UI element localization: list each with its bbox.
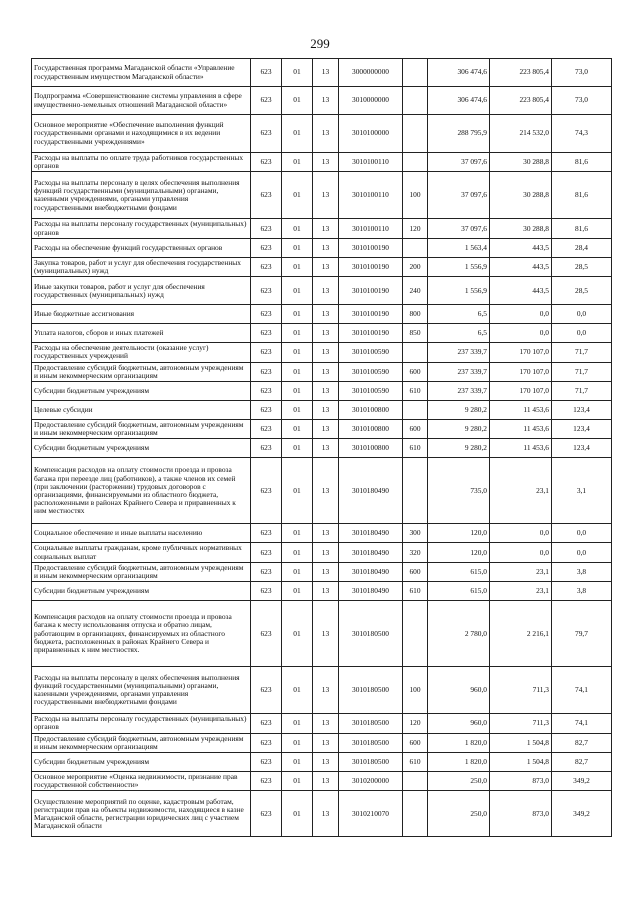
cell-name: Закупка товаров, работ и услуг для обеспечения государственных (муниципальных) нужд — [32, 257, 251, 276]
cell-expense-type: 320 — [403, 543, 428, 562]
cell-execution-percent: 0,0 — [552, 305, 612, 324]
cell-actual-amount: 214 532,0 — [490, 115, 552, 153]
cell-name: Расходы на выплаты персоналу в целях обеспечения выполнения функций государственными (муниципальными) органами, казенными учреждениями, органами управления государственными внебюджетными фондами — [32, 667, 251, 714]
cell-execution-percent: 3,8 — [552, 582, 612, 601]
cell-name: Расходы на выплаты персоналу государственных (муниципальных) органов — [32, 714, 251, 733]
cell-subsection: 13 — [313, 562, 339, 581]
cell-planned-amount: 615,0 — [428, 582, 490, 601]
cell-execution-percent: 349,2 — [552, 791, 612, 837]
cell-execution-percent: 73,0 — [552, 59, 612, 87]
cell-section: 01 — [282, 257, 313, 276]
cell-subsection: 13 — [313, 115, 339, 153]
cell-ved-code: 623 — [251, 382, 282, 401]
table-row — [32, 562, 612, 581]
cell-target-article: 3010180500 — [339, 714, 403, 733]
cell-name: Социальное обеспечение и иные выплаты населению — [32, 524, 251, 543]
cell-subsection: 13 — [313, 238, 339, 257]
table-row — [32, 115, 612, 153]
table-row — [32, 87, 612, 115]
cell-actual-amount: 1 504,8 — [490, 733, 552, 752]
cell-section: 01 — [282, 601, 313, 667]
cell-target-article: 3010100110 — [339, 153, 403, 172]
cell-ved-code: 623 — [251, 420, 282, 439]
table-row — [32, 420, 612, 439]
cell-target-article: 3010180490 — [339, 524, 403, 543]
cell-planned-amount: 9 280,2 — [428, 401, 490, 420]
cell-planned-amount: 288 795,9 — [428, 115, 490, 153]
cell-section: 01 — [282, 305, 313, 324]
cell-actual-amount: 11 453,6 — [490, 420, 552, 439]
cell-ved-code: 623 — [251, 401, 282, 420]
cell-execution-percent: 28,5 — [552, 277, 612, 305]
cell-target-article: 3010200000 — [339, 772, 403, 791]
cell-execution-percent: 74,1 — [552, 714, 612, 733]
cell-target-article: 3010100190 — [339, 305, 403, 324]
budget-table — [31, 58, 612, 837]
cell-target-article: 3010210070 — [339, 791, 403, 837]
cell-expense-type: 600 — [403, 733, 428, 752]
cell-expense-type — [403, 401, 428, 420]
cell-planned-amount: 1 556,9 — [428, 277, 490, 305]
cell-section: 01 — [282, 772, 313, 791]
cell-subsection: 13 — [313, 420, 339, 439]
cell-subsection: 13 — [313, 305, 339, 324]
cell-actual-amount: 23,1 — [490, 582, 552, 601]
cell-actual-amount: 23,1 — [490, 562, 552, 581]
cell-section: 01 — [282, 87, 313, 115]
cell-planned-amount: 237 339,7 — [428, 362, 490, 381]
cell-planned-amount: 735,0 — [428, 458, 490, 524]
cell-execution-percent: 81,6 — [552, 153, 612, 172]
table-row — [32, 753, 612, 772]
cell-planned-amount: 6,5 — [428, 324, 490, 343]
cell-section: 01 — [282, 115, 313, 153]
cell-execution-percent: 82,7 — [552, 733, 612, 752]
cell-target-article: 3010180500 — [339, 733, 403, 752]
cell-target-article: 3010180490 — [339, 458, 403, 524]
cell-ved-code: 623 — [251, 324, 282, 343]
cell-planned-amount: 960,0 — [428, 714, 490, 733]
cell-target-article: 3010100800 — [339, 439, 403, 458]
cell-execution-percent: 74,1 — [552, 667, 612, 714]
cell-actual-amount: 170 107,0 — [490, 362, 552, 381]
cell-expense-type: 300 — [403, 524, 428, 543]
cell-target-article: 3010100110 — [339, 219, 403, 238]
cell-section: 01 — [282, 439, 313, 458]
cell-name: Иные закупки товаров, работ и услуг для обеспечения государственных (муниципальных) нужд — [32, 277, 251, 305]
cell-actual-amount: 873,0 — [490, 772, 552, 791]
cell-section: 01 — [282, 543, 313, 562]
table-row — [32, 667, 612, 714]
cell-ved-code: 623 — [251, 59, 282, 87]
cell-subsection: 13 — [313, 524, 339, 543]
cell-execution-percent: 0,0 — [552, 324, 612, 343]
cell-actual-amount: 11 453,6 — [490, 439, 552, 458]
cell-subsection: 13 — [313, 257, 339, 276]
cell-ved-code: 623 — [251, 667, 282, 714]
cell-planned-amount: 2 780,0 — [428, 601, 490, 667]
cell-expense-type: 800 — [403, 305, 428, 324]
cell-name: Предоставление субсидий бюджетным, автономным учреждениям и иным некоммерческим организациям — [32, 733, 251, 752]
table-row — [32, 382, 612, 401]
cell-expense-type: 610 — [403, 753, 428, 772]
cell-subsection: 13 — [313, 714, 339, 733]
cell-section: 01 — [282, 733, 313, 752]
cell-planned-amount: 237 339,7 — [428, 343, 490, 362]
cell-section: 01 — [282, 362, 313, 381]
cell-name: Социальные выплаты гражданам, кроме публичных нормативных социальных выплат — [32, 543, 251, 562]
cell-target-article: 3010100190 — [339, 257, 403, 276]
cell-expense-type — [403, 87, 428, 115]
table-row — [32, 219, 612, 238]
cell-target-article: 3010180490 — [339, 543, 403, 562]
cell-name: Осуществление мероприятий по оценке, кадастровым работам, регистрации прав на объекты недвижимости, находящиеся в казне Магаданской области, регистрации юридических лиц с участием Магаданской области — [32, 791, 251, 837]
cell-execution-percent: 0,0 — [552, 543, 612, 562]
cell-name: Субсидии бюджетным учреждениям — [32, 382, 251, 401]
cell-expense-type: 610 — [403, 382, 428, 401]
cell-subsection: 13 — [313, 343, 339, 362]
cell-expense-type: 600 — [403, 362, 428, 381]
cell-actual-amount: 711,3 — [490, 714, 552, 733]
cell-planned-amount: 37 097,6 — [428, 172, 490, 219]
cell-ved-code: 623 — [251, 714, 282, 733]
table-row — [32, 343, 612, 362]
cell-target-article: 3010100000 — [339, 115, 403, 153]
cell-actual-amount: 30 288,8 — [490, 153, 552, 172]
cell-expense-type: 610 — [403, 439, 428, 458]
cell-name: Предоставление субсидий бюджетным, автономным учреждениям и иным некоммерческим организациям — [32, 362, 251, 381]
cell-ved-code: 623 — [251, 305, 282, 324]
cell-name: Расходы на обеспечение функций государственных органов — [32, 238, 251, 257]
cell-planned-amount: 120,0 — [428, 543, 490, 562]
cell-planned-amount: 250,0 — [428, 772, 490, 791]
cell-name: Целевые субсидии — [32, 401, 251, 420]
cell-target-article: 3010100590 — [339, 362, 403, 381]
cell-name: Расходы на обеспечение деятельности (оказание услуг) государственных учреждений — [32, 343, 251, 362]
table-row — [32, 458, 612, 524]
cell-expense-type — [403, 153, 428, 172]
table-row — [32, 524, 612, 543]
cell-actual-amount: 223 805,4 — [490, 87, 552, 115]
table-row — [32, 238, 612, 257]
cell-ved-code: 623 — [251, 772, 282, 791]
cell-execution-percent: 74,3 — [552, 115, 612, 153]
cell-name: Расходы на выплаты персоналу государственных (муниципальных) органов — [32, 219, 251, 238]
cell-subsection: 13 — [313, 667, 339, 714]
cell-ved-code: 623 — [251, 238, 282, 257]
cell-ved-code: 623 — [251, 277, 282, 305]
cell-actual-amount: 0,0 — [490, 543, 552, 562]
cell-expense-type — [403, 343, 428, 362]
cell-section: 01 — [282, 172, 313, 219]
table-row — [32, 59, 612, 87]
cell-target-article: 3000000000 — [339, 59, 403, 87]
table-row — [32, 172, 612, 219]
table-row — [32, 714, 612, 733]
table-row — [32, 582, 612, 601]
cell-subsection: 13 — [313, 543, 339, 562]
cell-ved-code: 623 — [251, 153, 282, 172]
cell-expense-type: 610 — [403, 582, 428, 601]
table-row — [32, 153, 612, 172]
cell-name: Предоставление субсидий бюджетным, автономным учреждениям и иным некоммерческим организациям — [32, 420, 251, 439]
cell-section: 01 — [282, 153, 313, 172]
cell-actual-amount: 170 107,0 — [490, 343, 552, 362]
cell-subsection: 13 — [313, 753, 339, 772]
cell-subsection: 13 — [313, 153, 339, 172]
cell-subsection: 13 — [313, 458, 339, 524]
cell-actual-amount: 23,1 — [490, 458, 552, 524]
cell-section: 01 — [282, 401, 313, 420]
cell-target-article: 3010100590 — [339, 382, 403, 401]
cell-section: 01 — [282, 382, 313, 401]
cell-ved-code: 623 — [251, 601, 282, 667]
table-row — [32, 257, 612, 276]
cell-ved-code: 623 — [251, 753, 282, 772]
cell-planned-amount: 1 820,0 — [428, 733, 490, 752]
table-row — [32, 362, 612, 381]
cell-actual-amount: 223 805,4 — [490, 59, 552, 87]
cell-ved-code: 623 — [251, 582, 282, 601]
cell-execution-percent: 3,1 — [552, 458, 612, 524]
cell-section: 01 — [282, 420, 313, 439]
cell-expense-type: 100 — [403, 667, 428, 714]
cell-execution-percent: 123,4 — [552, 420, 612, 439]
cell-planned-amount: 250,0 — [428, 791, 490, 837]
cell-section: 01 — [282, 714, 313, 733]
cell-expense-type: 240 — [403, 277, 428, 305]
cell-actual-amount: 0,0 — [490, 305, 552, 324]
cell-target-article: 3010100590 — [339, 343, 403, 362]
cell-actual-amount: 30 288,8 — [490, 172, 552, 219]
cell-actual-amount: 11 453,6 — [490, 401, 552, 420]
cell-name: Подпрограмма «Совершенствование системы управления в сфере имущественно-земельных отношений Магаданской области» — [32, 87, 251, 115]
cell-section: 01 — [282, 59, 313, 87]
cell-execution-percent: 0,0 — [552, 524, 612, 543]
cell-actual-amount: 873,0 — [490, 791, 552, 837]
cell-subsection: 13 — [313, 87, 339, 115]
cell-target-article: 3010100190 — [339, 277, 403, 305]
cell-planned-amount: 237 339,7 — [428, 382, 490, 401]
cell-subsection: 13 — [313, 277, 339, 305]
cell-planned-amount: 1 820,0 — [428, 753, 490, 772]
cell-actual-amount: 443,5 — [490, 277, 552, 305]
cell-section: 01 — [282, 458, 313, 524]
cell-section: 01 — [282, 667, 313, 714]
table-row — [32, 543, 612, 562]
cell-planned-amount: 306 474,6 — [428, 59, 490, 87]
cell-actual-amount: 2 216,1 — [490, 601, 552, 667]
cell-ved-code: 623 — [251, 87, 282, 115]
cell-expense-type: 850 — [403, 324, 428, 343]
cell-ved-code: 623 — [251, 257, 282, 276]
cell-expense-type: 100 — [403, 172, 428, 219]
cell-ved-code: 623 — [251, 219, 282, 238]
table-row — [32, 601, 612, 667]
cell-expense-type — [403, 115, 428, 153]
table-row — [32, 305, 612, 324]
cell-actual-amount: 443,5 — [490, 257, 552, 276]
cell-ved-code: 623 — [251, 343, 282, 362]
cell-section: 01 — [282, 277, 313, 305]
cell-target-article: 3010000000 — [339, 87, 403, 115]
cell-name: Расходы на выплаты по оплате труда работников государственных органов — [32, 153, 251, 172]
cell-name: Основное мероприятие «Оценка недвижимости, признание прав государственной собственности» — [32, 772, 251, 791]
table-row — [32, 324, 612, 343]
cell-section: 01 — [282, 324, 313, 343]
cell-name: Государственная программа Магаданской области «Управление государственным имуществом Магаданской области» — [32, 59, 251, 87]
cell-expense-type — [403, 772, 428, 791]
cell-name: Субсидии бюджетным учреждениям — [32, 439, 251, 458]
cell-planned-amount: 960,0 — [428, 667, 490, 714]
cell-section: 01 — [282, 562, 313, 581]
cell-section: 01 — [282, 791, 313, 837]
cell-subsection: 13 — [313, 601, 339, 667]
cell-target-article: 3010100110 — [339, 172, 403, 219]
cell-expense-type — [403, 238, 428, 257]
table-row — [32, 791, 612, 837]
cell-planned-amount: 37 097,6 — [428, 219, 490, 238]
cell-ved-code: 623 — [251, 439, 282, 458]
cell-actual-amount: 170 107,0 — [490, 382, 552, 401]
cell-planned-amount: 120,0 — [428, 524, 490, 543]
cell-expense-type — [403, 59, 428, 87]
cell-expense-type: 200 — [403, 257, 428, 276]
cell-execution-percent: 3,8 — [552, 562, 612, 581]
cell-subsection: 13 — [313, 219, 339, 238]
cell-planned-amount: 9 280,2 — [428, 439, 490, 458]
cell-section: 01 — [282, 582, 313, 601]
cell-expense-type: 120 — [403, 714, 428, 733]
cell-execution-percent: 123,4 — [552, 401, 612, 420]
cell-target-article: 3010100800 — [339, 401, 403, 420]
cell-actual-amount: 711,3 — [490, 667, 552, 714]
cell-subsection: 13 — [313, 59, 339, 87]
cell-ved-code: 623 — [251, 791, 282, 837]
cell-section: 01 — [282, 219, 313, 238]
cell-target-article: 3010180500 — [339, 601, 403, 667]
cell-execution-percent: 349,2 — [552, 772, 612, 791]
cell-name: Компенсация расходов на оплату стоимости проезда и провоза багажа к месту использования отпуска и обратно лицам, работающим в организациях, финансируемых из областного бюджета, расположенных в районах Крайнего Севера и приравненных к ним местностях. — [32, 601, 251, 667]
cell-target-article: 3010180500 — [339, 753, 403, 772]
cell-planned-amount: 306 474,6 — [428, 87, 490, 115]
cell-subsection: 13 — [313, 772, 339, 791]
cell-planned-amount: 37 097,6 — [428, 153, 490, 172]
cell-actual-amount: 443,5 — [490, 238, 552, 257]
cell-expense-type: 120 — [403, 219, 428, 238]
cell-planned-amount: 1 563,4 — [428, 238, 490, 257]
table-row — [32, 772, 612, 791]
cell-name: Основное мероприятие «Обеспечение выполнения функций государственными органами и находящимися в их ведении государственными учреждениями» — [32, 115, 251, 153]
cell-expense-type — [403, 458, 428, 524]
cell-expense-type — [403, 601, 428, 667]
cell-name: Иные бюджетные ассигнования — [32, 305, 251, 324]
cell-target-article: 3010100190 — [339, 324, 403, 343]
cell-subsection: 13 — [313, 439, 339, 458]
cell-section: 01 — [282, 524, 313, 543]
cell-planned-amount: 9 280,2 — [428, 420, 490, 439]
cell-section: 01 — [282, 753, 313, 772]
cell-expense-type: 600 — [403, 562, 428, 581]
cell-actual-amount: 0,0 — [490, 324, 552, 343]
cell-execution-percent: 28,5 — [552, 257, 612, 276]
cell-name: Расходы на выплаты персоналу в целях обеспечения выполнения функций государственными (муниципальными) органами, казенными учреждениями, органами управления государственными внебюджетными фондами — [32, 172, 251, 219]
cell-target-article: 3010180500 — [339, 667, 403, 714]
cell-subsection: 13 — [313, 401, 339, 420]
cell-ved-code: 623 — [251, 458, 282, 524]
cell-section: 01 — [282, 238, 313, 257]
cell-target-article: 3010180490 — [339, 562, 403, 581]
cell-execution-percent: 71,7 — [552, 343, 612, 362]
cell-name: Субсидии бюджетным учреждениям — [32, 582, 251, 601]
cell-execution-percent: 81,6 — [552, 219, 612, 238]
cell-expense-type — [403, 791, 428, 837]
cell-subsection: 13 — [313, 172, 339, 219]
cell-subsection: 13 — [313, 582, 339, 601]
cell-execution-percent: 71,7 — [552, 362, 612, 381]
table-row — [32, 401, 612, 420]
cell-ved-code: 623 — [251, 172, 282, 219]
cell-ved-code: 623 — [251, 524, 282, 543]
cell-ved-code: 623 — [251, 362, 282, 381]
cell-section: 01 — [282, 343, 313, 362]
cell-subsection: 13 — [313, 382, 339, 401]
page-number: 299 — [310, 36, 330, 51]
cell-name: Уплата налогов, сборов и иных платежей — [32, 324, 251, 343]
cell-execution-percent: 79,7 — [552, 601, 612, 667]
cell-subsection: 13 — [313, 324, 339, 343]
cell-name: Компенсация расходов на оплату стоимости проезда и провоза багажа при переезде лиц (работников), а также членов их семей (при заключении (расторжении) трудовых договоров с организациями, финансируемыми из областного бюджета, расположенными в районах Крайнего Севера и приравненных к ним местностях — [32, 458, 251, 524]
cell-planned-amount: 6,5 — [428, 305, 490, 324]
table-row — [32, 733, 612, 752]
cell-execution-percent: 73,0 — [552, 87, 612, 115]
cell-actual-amount: 1 504,8 — [490, 753, 552, 772]
cell-execution-percent: 123,4 — [552, 439, 612, 458]
cell-name: Предоставление субсидий бюджетным, автономным учреждениям и иным некоммерческим организациям — [32, 562, 251, 581]
cell-target-article: 3010100190 — [339, 238, 403, 257]
cell-ved-code: 623 — [251, 562, 282, 581]
cell-ved-code: 623 — [251, 115, 282, 153]
cell-execution-percent: 28,4 — [552, 238, 612, 257]
cell-planned-amount: 1 556,9 — [428, 257, 490, 276]
table-row — [32, 277, 612, 305]
cell-subsection: 13 — [313, 362, 339, 381]
cell-ved-code: 623 — [251, 733, 282, 752]
cell-ved-code: 623 — [251, 543, 282, 562]
table-body — [32, 59, 612, 837]
cell-actual-amount: 30 288,8 — [490, 219, 552, 238]
cell-name: Субсидии бюджетным учреждениям — [32, 753, 251, 772]
cell-planned-amount: 615,0 — [428, 562, 490, 581]
cell-execution-percent: 82,7 — [552, 753, 612, 772]
cell-subsection: 13 — [313, 791, 339, 837]
cell-execution-percent: 81,6 — [552, 172, 612, 219]
cell-target-article: 3010180490 — [339, 582, 403, 601]
table-row — [32, 439, 612, 458]
cell-actual-amount: 0,0 — [490, 524, 552, 543]
cell-subsection: 13 — [313, 733, 339, 752]
cell-target-article: 3010100800 — [339, 420, 403, 439]
cell-expense-type: 600 — [403, 420, 428, 439]
cell-execution-percent: 71,7 — [552, 382, 612, 401]
